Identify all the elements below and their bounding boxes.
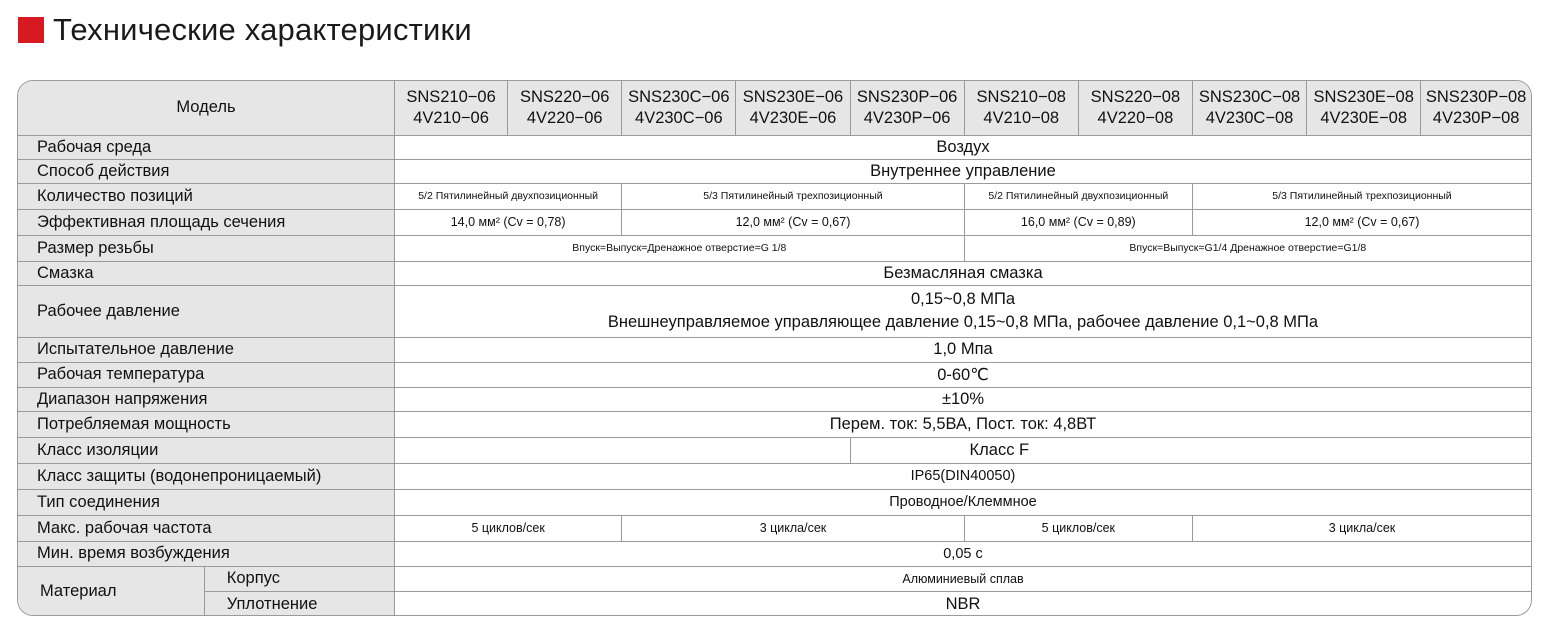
table-row	[18, 235, 1531, 261]
row-value: Класс F	[850, 437, 1531, 463]
row-label: Количество позиций	[18, 183, 394, 209]
empty-cell	[394, 437, 850, 463]
model-header-cell: SNS230C−08 4V230C−08	[1192, 81, 1306, 135]
pressure-line-2: Внешнеуправляемое управляющее давление 0,15~0,8 МПа, рабочее давление 0,1~0,8 МПа	[607, 313, 1319, 331]
row-value: 3 цикла/сек	[622, 515, 964, 541]
row-value: ±10%	[394, 387, 1531, 411]
row-label: Размер резьбы	[18, 235, 394, 261]
row-label: Класс защиты (водонепроницаемый)	[18, 463, 394, 489]
title-marker-square	[18, 17, 44, 43]
table-row	[18, 362, 1531, 387]
row-label: Мин. время возбуждения	[18, 541, 394, 566]
model-header-cell: SNS220−06 4V220−06	[508, 81, 622, 135]
row-value: 16,0 мм² (Cv = 0,89)	[964, 209, 1192, 235]
row-label: Способ действия	[18, 159, 394, 183]
row-value: Безмасляная смазка	[394, 261, 1531, 285]
row-value: 5/3 Пятилинейный трехпозиционный	[622, 183, 964, 209]
material-body-label: Корпус	[204, 566, 394, 591]
row-value: 12,0 мм² (Cv = 0,67)	[622, 209, 964, 235]
table-row	[18, 411, 1531, 437]
row-value: 5/2 Пятилинейный двухпозиционный	[964, 183, 1192, 209]
table-row	[18, 489, 1531, 515]
row-label: Диапазон напряжения	[18, 387, 394, 411]
row-value: 5 циклов/сек	[394, 515, 621, 541]
page-title-text: Технические характеристики	[53, 12, 472, 47]
row-value: 14,0 мм² (Cv = 0,78)	[394, 209, 621, 235]
row-label: Рабочая среда	[18, 135, 394, 159]
material-label: Материал	[18, 566, 204, 616]
table-row	[18, 515, 1531, 541]
row-value: IP65(DIN40050)	[394, 463, 1531, 489]
row-label: Класс изоляции	[18, 437, 394, 463]
row-label: Макс. рабочая частота	[18, 515, 394, 541]
row-value: 5/3 Пятилинейный трехпозиционный	[1192, 183, 1531, 209]
model-header-cell: SNS210−08 4V210−08	[964, 81, 1078, 135]
row-value: 5/2 Пятилинейный двухпозиционный	[394, 183, 621, 209]
table-row	[18, 285, 1531, 337]
specs-table-frame	[17, 80, 1532, 616]
model-header-label: Модель	[18, 81, 394, 135]
row-value: Воздух	[394, 135, 1531, 159]
table-row	[18, 337, 1531, 362]
specs-table	[18, 81, 1531, 616]
row-value: Перем. ток: 5,5ВА, Пост. ток: 4,8ВТ	[394, 411, 1531, 437]
row-value: 12,0 мм² (Cv = 0,67)	[1192, 209, 1531, 235]
table-row	[18, 135, 1531, 159]
table-row	[18, 566, 1531, 591]
row-label: Испытательное давление	[18, 337, 394, 362]
row-value: 0-60℃	[394, 362, 1531, 387]
table-row	[18, 183, 1531, 209]
row-value: Внутреннее управление	[394, 159, 1531, 183]
row-value: 0,05 с	[394, 541, 1531, 566]
row-label: Смазка	[18, 261, 394, 285]
model-header-cell: SNS230E−06 4V230E−06	[736, 81, 850, 135]
pressure-line-1: 0,15~0,8 МПа	[910, 290, 1016, 308]
model-header-cell: SNS230C−06 4V230C−06	[622, 81, 736, 135]
row-value: Впуск=Выпуск=Дренажное отверстие=G 1/8	[394, 235, 964, 261]
model-header-cell: SNS230P−08 4V230P−08	[1421, 81, 1531, 135]
table-row	[18, 437, 1531, 463]
row-label: Тип соединения	[18, 489, 394, 515]
row-value: 3 цикла/сек	[1192, 515, 1531, 541]
model-header-cell: SNS230P−06 4V230P−06	[850, 81, 964, 135]
row-label: Потребляемая мощность	[18, 411, 394, 437]
row-value	[394, 285, 1531, 337]
table-row	[18, 591, 1531, 616]
row-label: Рабочее давление	[18, 285, 394, 337]
table-row	[18, 541, 1531, 566]
material-seal-label: Уплотнение	[204, 591, 394, 616]
row-value: Впуск=Выпуск=G1/4 Дренажное отверстие=G1/8	[964, 235, 1531, 261]
table-row	[18, 387, 1531, 411]
material-body-value: Алюминиевый сплав	[394, 566, 1531, 591]
row-value: 1,0 Мпа	[394, 337, 1531, 362]
row-value: 5 циклов/сек	[964, 515, 1192, 541]
row-label: Эффективная площадь сечения	[18, 209, 394, 235]
row-label: Рабочая температура	[18, 362, 394, 387]
table-row	[18, 463, 1531, 489]
table-header-row	[18, 81, 1531, 135]
table-row	[18, 261, 1531, 285]
row-value: Проводное/Клеммное	[394, 489, 1531, 515]
material-seal-value: NBR	[394, 591, 1531, 616]
page-title	[18, 10, 472, 50]
model-header-cell: SNS220−08 4V220−08	[1078, 81, 1192, 135]
table-row	[18, 159, 1531, 183]
model-header-cell: SNS230E−08 4V230E−08	[1307, 81, 1421, 135]
model-header-cell: SNS210−06 4V210−06	[394, 81, 507, 135]
table-row	[18, 209, 1531, 235]
